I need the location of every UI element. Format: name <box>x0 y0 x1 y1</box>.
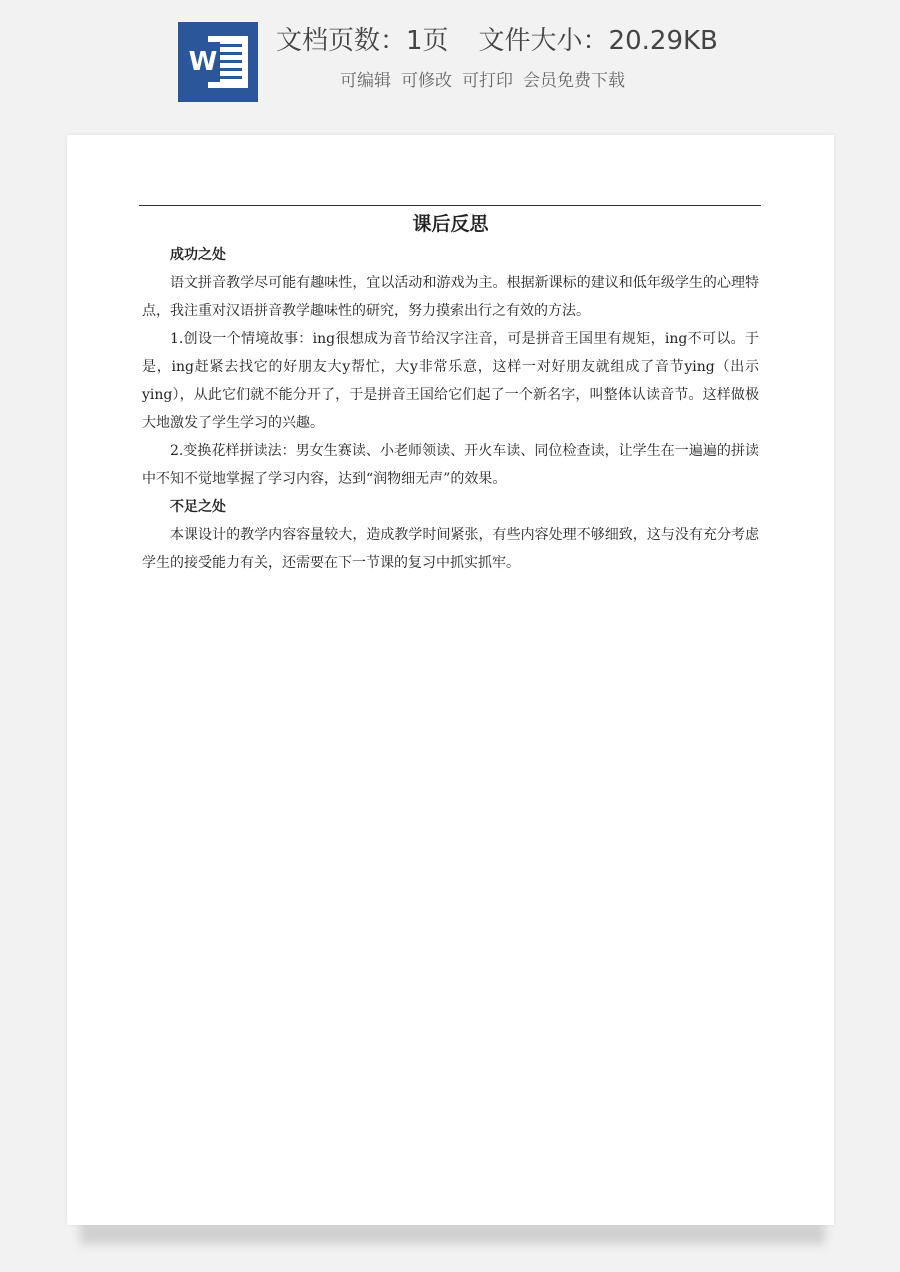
header-rule <box>139 205 761 206</box>
page-shadow <box>80 1222 825 1244</box>
feature-editable: 可编辑 <box>340 71 391 91</box>
document-body <box>142 209 759 577</box>
page-count: 文档页数：1页 <box>276 26 449 56</box>
paragraph: 语文拼音教学尽可能有趣味性，宜以活动和游戏为主。根据新课标的建议和低年级学生的心理特点，我注重对汉语拼音教学趣味性的研究，努力摸索出行之有效的方法。 <box>142 275 759 319</box>
paragraph: 1.创设一个情境故事：ing很想成为音节给汉字注音，可是拼音王国里有规矩，ing不可以。于是，ing赶紧去找它的好朋友大y帮忙，大y非常乐意，这样一对好朋友就组成了音节ying（出示ying），从此它们就不能分开了，于是拼音王国给它们起了一个新名字，叫整体认读音节。这样做极大地激发了学生学习的兴趣。 <box>142 331 759 431</box>
file-info <box>276 20 718 57</box>
paragraph: 2.变换花样拼读法：男女生赛读、小老师领读、开火车读、同位检查读，让学生在一遍遍的拼读中不知不觉地掌握了学习内容，达到“润物细无声”的效果。 <box>142 443 759 487</box>
feature-list <box>340 66 625 91</box>
section-heading-shortcomings: 不足之处 <box>170 499 226 515</box>
document-page <box>67 135 834 1225</box>
word-letter-icon: W <box>186 42 220 82</box>
section-heading-success: 成功之处 <box>170 247 226 263</box>
download-banner <box>0 0 900 120</box>
document-title: 课后反思 <box>412 213 489 235</box>
word-document-icon <box>178 22 258 102</box>
feature-member-download: 会员免费下载 <box>523 71 625 91</box>
feature-modifiable: 可修改 <box>401 71 452 91</box>
file-size: 文件大小：20.29KB <box>478 26 718 56</box>
feature-printable: 可打印 <box>462 71 513 91</box>
paragraph: 本课设计的教学内容容量较大，造成教学时间紧张，有些内容处理不够细致，这与没有充分考虑学生的接受能力有关，还需要在下一节课的复习中抓实抓牢。 <box>142 527 759 571</box>
